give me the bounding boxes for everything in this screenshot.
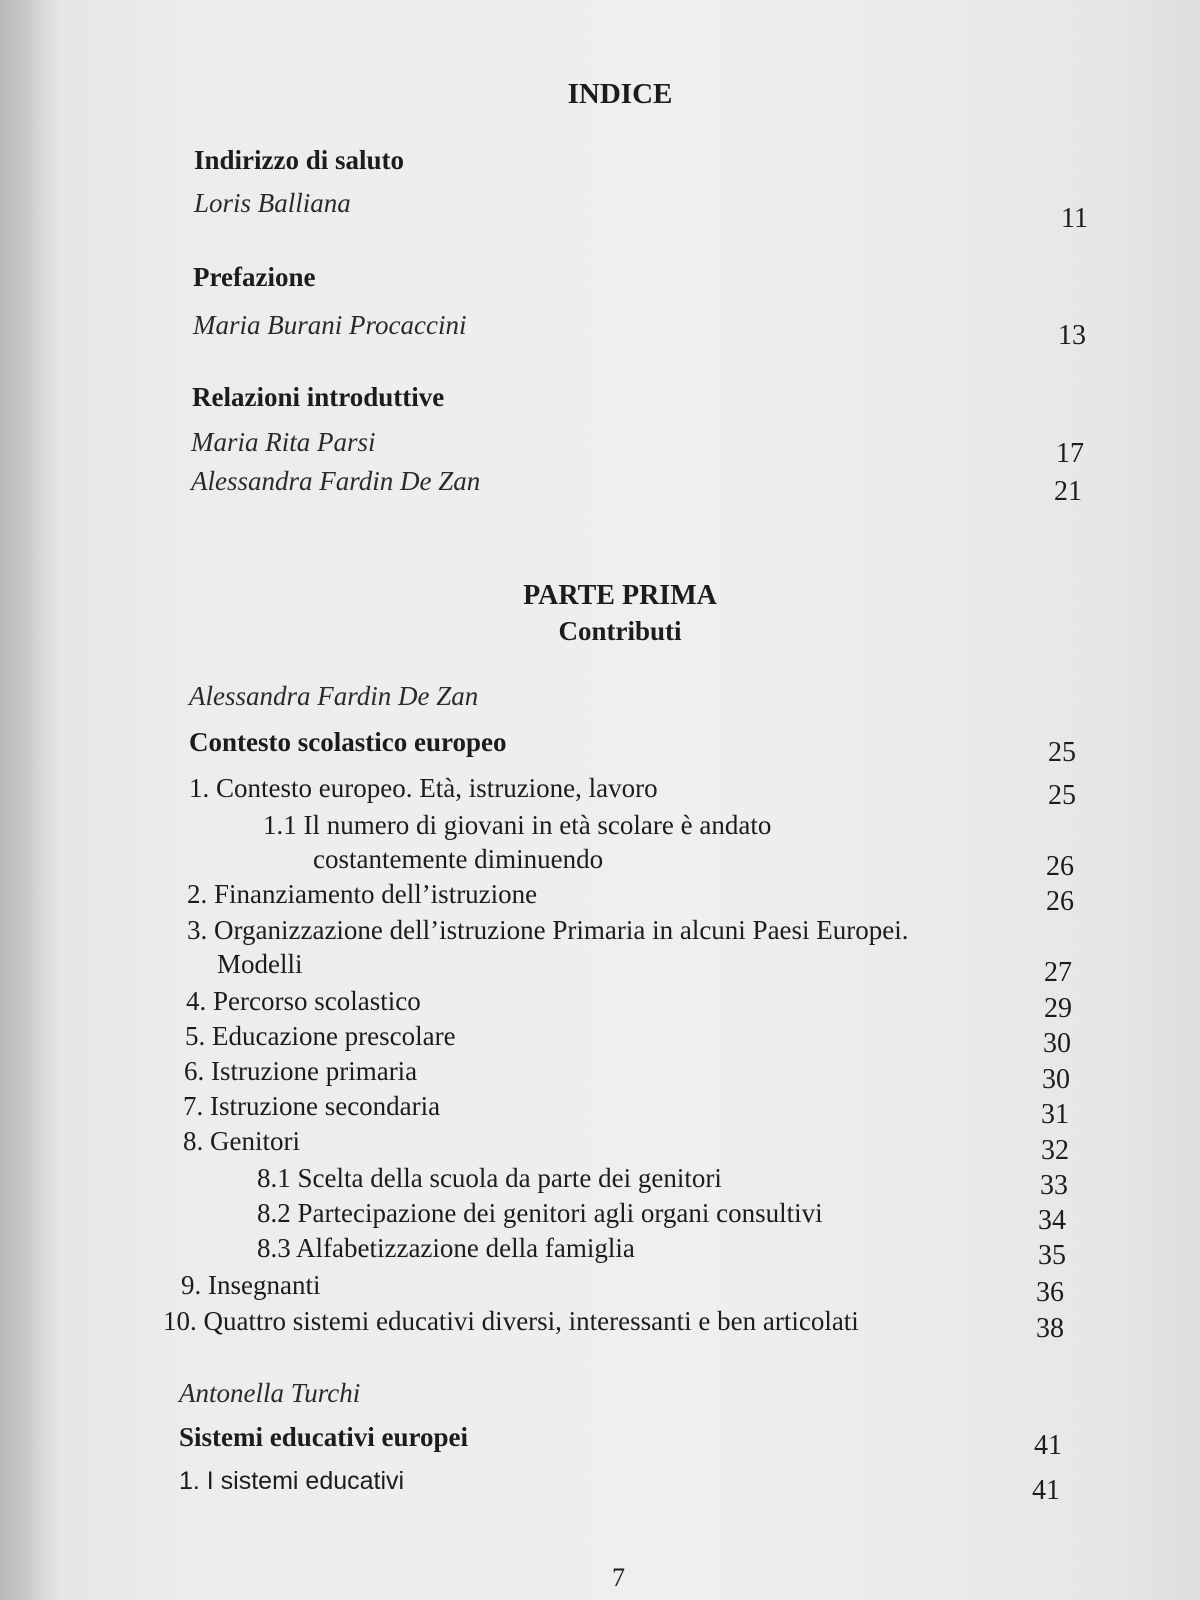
toc-entry: 8.2 Partecipazione dei genitori agli organi consultivi — [257, 1198, 823, 1228]
toc-entry: 1. Contesto europeo. Età, istruzione, lavoro — [189, 773, 658, 803]
page-number: 7 — [612, 1563, 625, 1592]
page-ref: 29 — [1044, 993, 1072, 1024]
chapter2-heading: Sistemi educativi europei — [179, 1422, 468, 1452]
page-ref: 38 — [1036, 1313, 1064, 1344]
intro-author-2: Alessandra Fardin De Zan — [191, 466, 481, 496]
front-heading-prefazione: Prefazione — [193, 262, 316, 292]
toc-entry: 8. Genitori — [183, 1126, 300, 1156]
toc-entry: 7. Istruzione secondaria — [183, 1091, 441, 1121]
chapter1-heading: Contesto scolastico europeo — [189, 727, 507, 757]
front-author-saluto: Loris Balliana — [194, 188, 351, 218]
page-ref: 32 — [1041, 1135, 1069, 1166]
toc-entry-continued: Modelli — [217, 949, 303, 979]
toc-entry: 4. Percorso scolastico — [186, 986, 421, 1016]
toc-entry: 5. Educazione prescolare — [185, 1021, 456, 1051]
page-ref: 36 — [1036, 1277, 1064, 1308]
page-ref: 41 — [1034, 1430, 1062, 1461]
page-ref: 26 — [1046, 851, 1074, 882]
page-title: INDICE — [567, 78, 673, 110]
page-ref: 35 — [1038, 1240, 1066, 1271]
page-ref: 31 — [1041, 1099, 1069, 1130]
page-ref: 25 — [1048, 780, 1076, 811]
toc-entry: 6. Istruzione primaria — [184, 1056, 418, 1086]
page-ref: 33 — [1040, 1170, 1068, 1201]
part-label: PARTE PRIMA — [523, 580, 717, 611]
page-ref: 13 — [1058, 320, 1086, 351]
toc-entry: 9. Insegnanti — [181, 1270, 321, 1300]
page-gutter-shadow — [0, 0, 60, 1600]
toc-entry: 2. Finanziamento dell’istruzione — [187, 879, 538, 909]
page-ref: 26 — [1046, 886, 1074, 917]
page-ref: 41 — [1032, 1475, 1060, 1506]
page-ref: 30 — [1043, 1028, 1071, 1059]
page-ref: 11 — [1061, 203, 1088, 234]
toc-entry: 3. Organizzazione dell’istruzione Primaria in alcuni Paesi Europei. — [187, 915, 909, 945]
front-author-prefazione: Maria Burani Procaccini — [193, 310, 467, 340]
page-ref: 25 — [1048, 737, 1076, 768]
page-ref: 27 — [1044, 957, 1072, 988]
chapter1-author: Alessandra Fardin De Zan — [189, 681, 479, 711]
page-ref: 30 — [1042, 1064, 1070, 1095]
toc-entry: 1. I sistemi educativi — [179, 1467, 405, 1495]
page-ref: 21 — [1054, 476, 1082, 507]
toc-entry: 8.1 Scelta della scuola da parte dei genitori — [257, 1163, 722, 1193]
part-sublabel: Contributi — [558, 616, 682, 646]
front-heading-saluto: Indirizzo di saluto — [194, 145, 405, 175]
intro-author-1: Maria Rita Parsi — [191, 427, 376, 457]
page-ref: 34 — [1038, 1205, 1066, 1236]
page-ref: 17 — [1056, 438, 1084, 469]
toc-entry-continued: costantemente diminuendo — [313, 844, 604, 874]
chapter2-author: Antonella Turchi — [179, 1378, 361, 1408]
intro-heading: Relazioni introduttive — [192, 382, 445, 412]
toc-entry: 1.1 Il numero di giovani in età scolare è andato — [263, 810, 772, 840]
toc-entry: 8.3 Alfabetizzazione della famiglia — [257, 1233, 635, 1263]
toc-entry: 10. Quattro sistemi educativi diversi, interessanti e ben articolati — [163, 1306, 859, 1336]
